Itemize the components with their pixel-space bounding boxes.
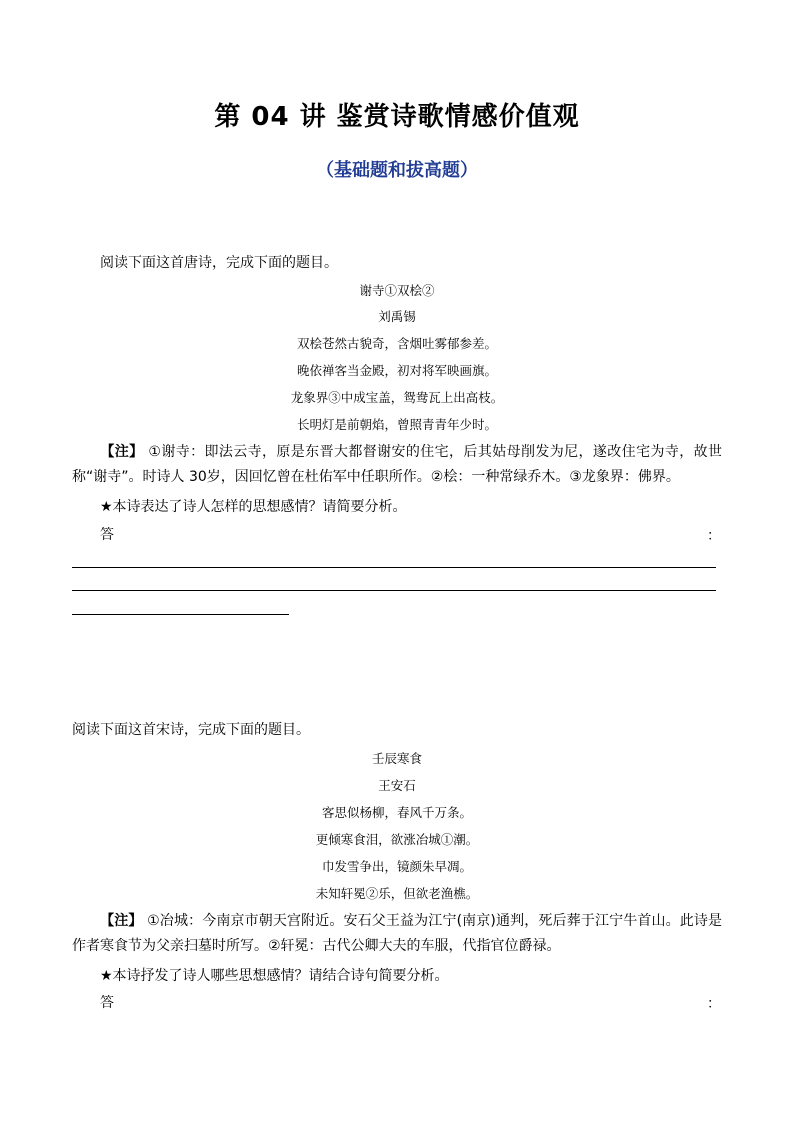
- q1-answer-colon: ：: [707, 528, 721, 544]
- q1-answer-line-1[interactable]: [72, 567, 716, 568]
- q2-question: ★本诗抒发了诗人哪些思想感情？请结合诗句简要分析。: [100, 968, 449, 984]
- q2-poem-line-1: 客思似杨柳，春风千万条。: [321, 805, 472, 820]
- q1-answer-line-2[interactable]: [72, 590, 716, 591]
- page-title: 第 04 讲 鉴赏诗歌情感价值观: [214, 102, 580, 132]
- q2-poem-author: 王安石: [378, 778, 416, 793]
- q2-poem-line-4: 未知轩冕②乐，但欲老渔樵。: [315, 886, 479, 901]
- q1-intro: 阅读下面这首唐诗，完成下面的题目。: [100, 255, 338, 271]
- q1-poem-line-2: 晚依禅客当金殿，初对将军映画旗。: [296, 363, 497, 378]
- q2-poem-title: 壬辰寒食: [371, 751, 422, 766]
- q1-poem-line-3: 龙象界③中成宝盖，鸳鸯瓦上出高枝。: [290, 390, 504, 405]
- q1-answer-line-3[interactable]: [72, 614, 289, 615]
- q1-poem-author: 刘禹锡: [378, 309, 416, 324]
- q2-poem-line-2: 更倾寒食泪，欲涨冶城①潮。: [315, 832, 479, 847]
- q2-note: [72, 909, 722, 959]
- q2-answer-colon: ：: [707, 996, 721, 1012]
- q2-poem-line-3: 巾发雪争出，镜颜朱早凋。: [321, 859, 472, 874]
- page-subtitle: （基础题和拔高题）: [316, 160, 478, 181]
- q1-poem-line-1: 双桧苍然古貌奇，含烟吐雾郁参差。: [296, 336, 497, 351]
- q2-note-text: ①冶城：今南京市朝天宫附近。安石父王益为江宁(南京)通判，死后葬于江宁牛首山。此诗是作者寒食节为父亲扫墓时所写。②轩冕：古代公卿大夫的车服，代指官位爵禄。: [72, 913, 723, 954]
- q1-note: [72, 440, 722, 490]
- q1-poem-line-4: 长明灯是前朝焰，曾照青青年少时。: [296, 417, 497, 432]
- q1-note-label: 【注】: [100, 444, 144, 460]
- q1-question: ★本诗表达了诗人怎样的思想感情？请简要分析。: [100, 499, 407, 515]
- q1-note-text: ①谢寺：即法云寺，原是东晋大都督谢安的住宅，后其姑母削发为尼，遂改住宅为寺，故世称“谢寺”。时诗人 30岁，因回忆曾在杜佑军中任职所作。②桧：一种常绿乔木。③龙象界：佛界。: [72, 444, 722, 485]
- q1-poem-title: 谢寺①双桧②: [359, 283, 435, 298]
- q2-answer-label: 答: [100, 995, 114, 1011]
- q1-answer-label: 答: [100, 527, 114, 543]
- q2-intro: 阅读下面这首宋诗，完成下面的题目。: [72, 722, 310, 738]
- q2-note-label: 【注】: [100, 913, 143, 929]
